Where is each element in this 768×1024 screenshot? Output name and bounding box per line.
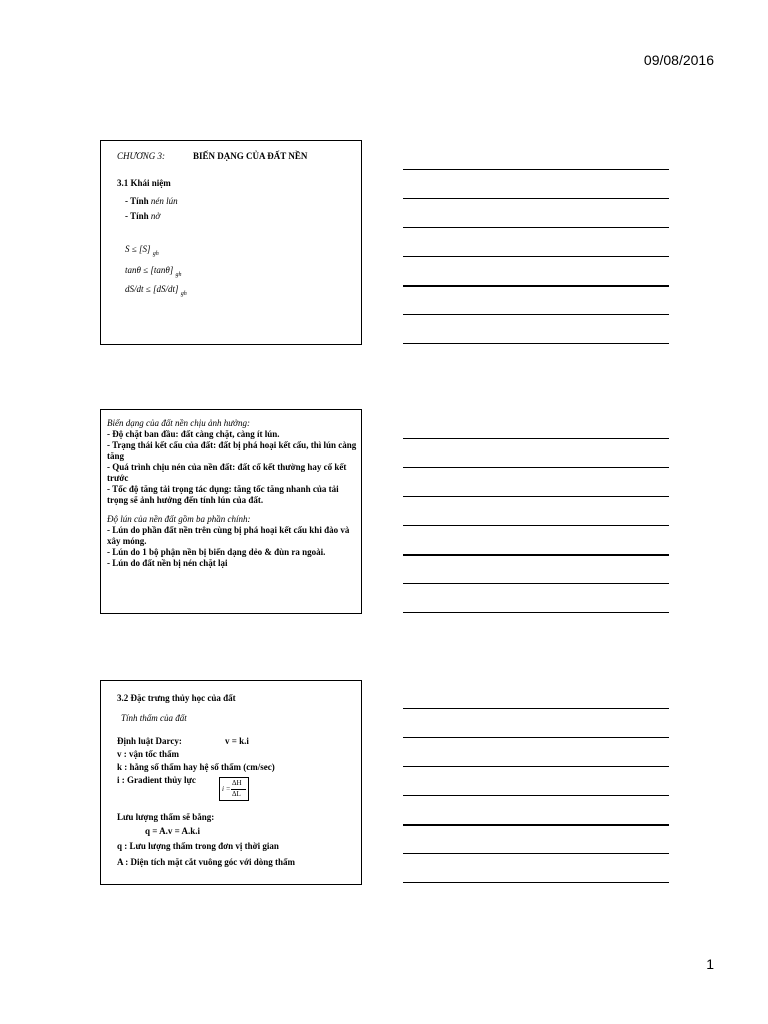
condition-tilt: tanθ ≤ [tanθ] $_{gh}$ [125, 265, 182, 278]
velocity-definition: v : vận tốc thấm [117, 749, 179, 759]
slide-1 [100, 140, 362, 345]
bullet-swelling: - Tính nở [125, 211, 161, 221]
list-item: - Lún do phần đất nền trên cùng bị phá hoại kết cấu khi đào và xây móng. [107, 525, 350, 546]
chapter-label: CHƯƠNG 3: [117, 151, 166, 161]
section-heading: 3.1 Khái niệm [117, 178, 171, 188]
flow-definition: q : Lưu lượng thấm trong đơn vị thời gian [117, 841, 279, 851]
area-definition: A : Diện tích mặt cắt vuông góc với dòng thấm [117, 857, 295, 867]
gradient-definition: i : Gradient thủy lực [117, 775, 196, 785]
condition-settlement: S ≤ [S] $_{gh}$ [125, 244, 159, 257]
permeability-definition: k : hằng số thấm hay hệ số thấm (cm/sec) [117, 762, 275, 772]
bullet-compression: - Tính nén lún [125, 196, 178, 206]
list-item: - Lún do 1 bộ phận nền bị biến dạng dẻo & đùn ra ngoài. [107, 547, 326, 557]
slide-2-body [107, 418, 357, 569]
flow-formula: q = A.v = A.k.i [145, 826, 201, 836]
slide-3 [100, 680, 362, 885]
darcy-formula: v = k.i [225, 736, 249, 746]
list-item: - Quá trình chịu nén của nền đất: đất cố kết thường hay cố kết trước [107, 462, 347, 483]
section-heading: 3.2 Đặc trưng thủy học của đất [117, 693, 236, 703]
print-date: 09/08/2016 [643, 52, 714, 68]
condition-rate: dS/dt ≤ [dS/dt] $_{gh}$ [125, 284, 187, 297]
gradient-formula: i = ΔH ΔL [219, 777, 249, 801]
page-number: 1 [706, 956, 714, 972]
components-heading: Độ lún của nền đất gồm ba phần chính: [107, 514, 251, 524]
darcy-label: Định luật Darcy: [117, 736, 182, 746]
list-item: - Tốc độ tăng tải trọng tác dụng: tăng tốc tăng nhanh của tải trọng sẽ ảnh hưởng đến tính lún của đất. [107, 484, 339, 505]
chapter-title: BIẾN DẠNG CỦA ĐẤT NỀN [193, 151, 308, 161]
list-item: - Độ chặt ban đầu: đất càng chặt, càng ít lún. [107, 429, 280, 439]
subtitle: Tính thấm của đất [121, 713, 187, 723]
influence-heading: Biến dạng của đất nền chịu ảnh hưởng: [107, 418, 250, 428]
list-item: - Trạng thái kết cấu của đất: đất bị phá hoại kết cấu, thì lún càng tăng [107, 440, 357, 461]
flow-label: Lưu lượng thấm sẽ bằng: [117, 812, 215, 822]
list-item: - Lún do đất nền bị nén chặt lại [107, 558, 228, 568]
slide-2 [100, 409, 362, 614]
